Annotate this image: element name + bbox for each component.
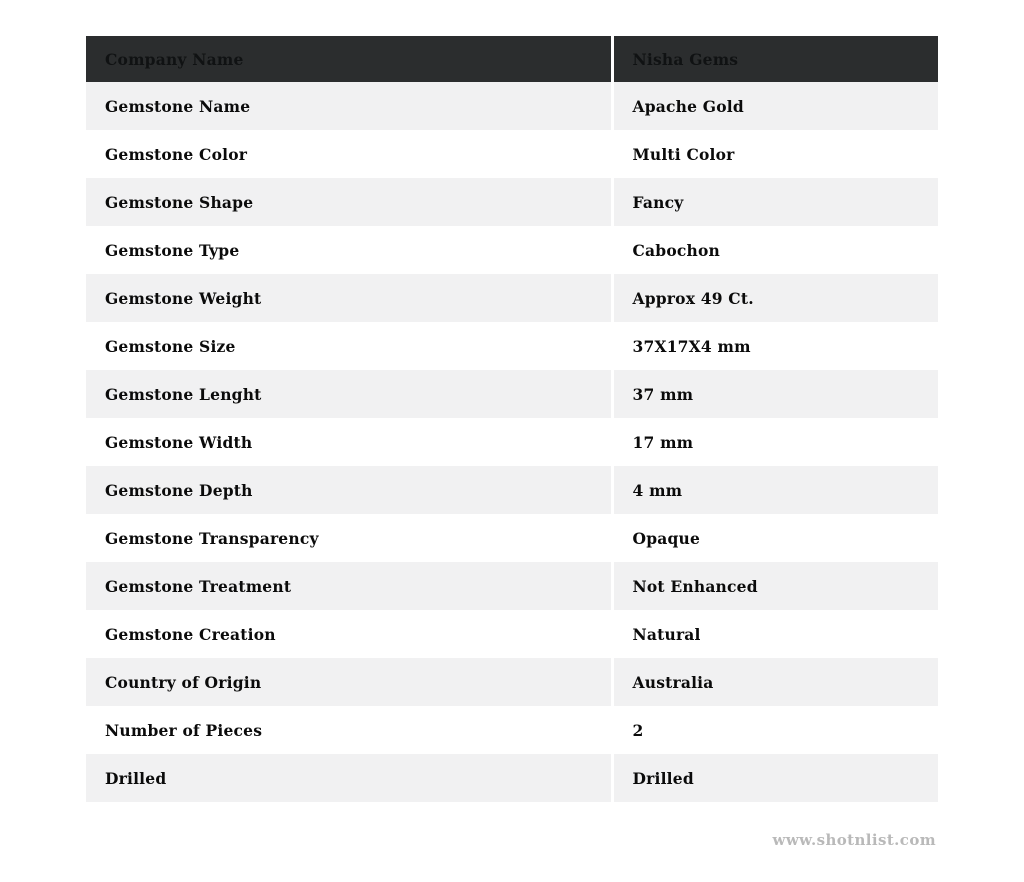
table-row xyxy=(86,370,938,418)
row-label: Gemstone Name xyxy=(105,96,251,116)
row-value: 17 mm xyxy=(612,418,938,466)
row-label: Drilled xyxy=(105,768,167,788)
table-body xyxy=(86,82,938,802)
row-label: Gemstone Type xyxy=(105,240,240,260)
table-row xyxy=(86,322,938,370)
row-value: 4 mm xyxy=(612,466,938,514)
table-row xyxy=(86,706,938,754)
row-label: Gemstone Width xyxy=(105,432,253,452)
header-company-name-cell: Company Name xyxy=(86,36,612,82)
table-header-row xyxy=(86,36,938,82)
row-value: Not Enhanced xyxy=(612,562,938,610)
row-label: Country of Origin xyxy=(105,672,262,692)
row-value: 37 mm xyxy=(612,370,938,418)
row-value: Multi Color xyxy=(612,130,938,178)
row-value: Approx 49 Ct. xyxy=(612,274,938,322)
table-row xyxy=(86,82,938,130)
table-row xyxy=(86,130,938,178)
row-label: Gemstone Weight xyxy=(105,288,262,308)
table-row xyxy=(86,754,938,802)
row-value: Fancy xyxy=(612,178,938,226)
row-value: Australia xyxy=(612,658,938,706)
row-value: Natural xyxy=(612,610,938,658)
table-row xyxy=(86,562,938,610)
watermark-text: www.shotnlist.com xyxy=(772,831,936,849)
table-row xyxy=(86,466,938,514)
table-row xyxy=(86,514,938,562)
row-label: Gemstone Transparency xyxy=(105,528,319,548)
table-row xyxy=(86,274,938,322)
table-row xyxy=(86,658,938,706)
table-row xyxy=(86,418,938,466)
row-label: Gemstone Shape xyxy=(105,192,254,212)
table-row xyxy=(86,226,938,274)
row-label: Gemstone Depth xyxy=(105,480,253,500)
row-value: 37X17X4 mm xyxy=(612,322,938,370)
row-label: Number of Pieces xyxy=(105,720,263,740)
table-row xyxy=(86,178,938,226)
row-label: Gemstone Treatment xyxy=(105,576,292,596)
row-value: Opaque xyxy=(612,514,938,562)
row-label: Gemstone Size xyxy=(105,336,236,356)
row-label: Gemstone Creation xyxy=(105,624,276,644)
row-value: Drilled xyxy=(612,754,938,802)
header-company-value-cell: Nisha Gems xyxy=(612,36,938,82)
row-label: Gemstone Color xyxy=(105,144,248,164)
row-value: Apache Gold xyxy=(612,82,938,130)
row-label: Gemstone Lenght xyxy=(105,384,262,404)
row-value: Cabochon xyxy=(612,226,938,274)
gemstone-spec-table xyxy=(86,36,938,802)
table-row xyxy=(86,610,938,658)
row-value: 2 xyxy=(612,706,938,754)
